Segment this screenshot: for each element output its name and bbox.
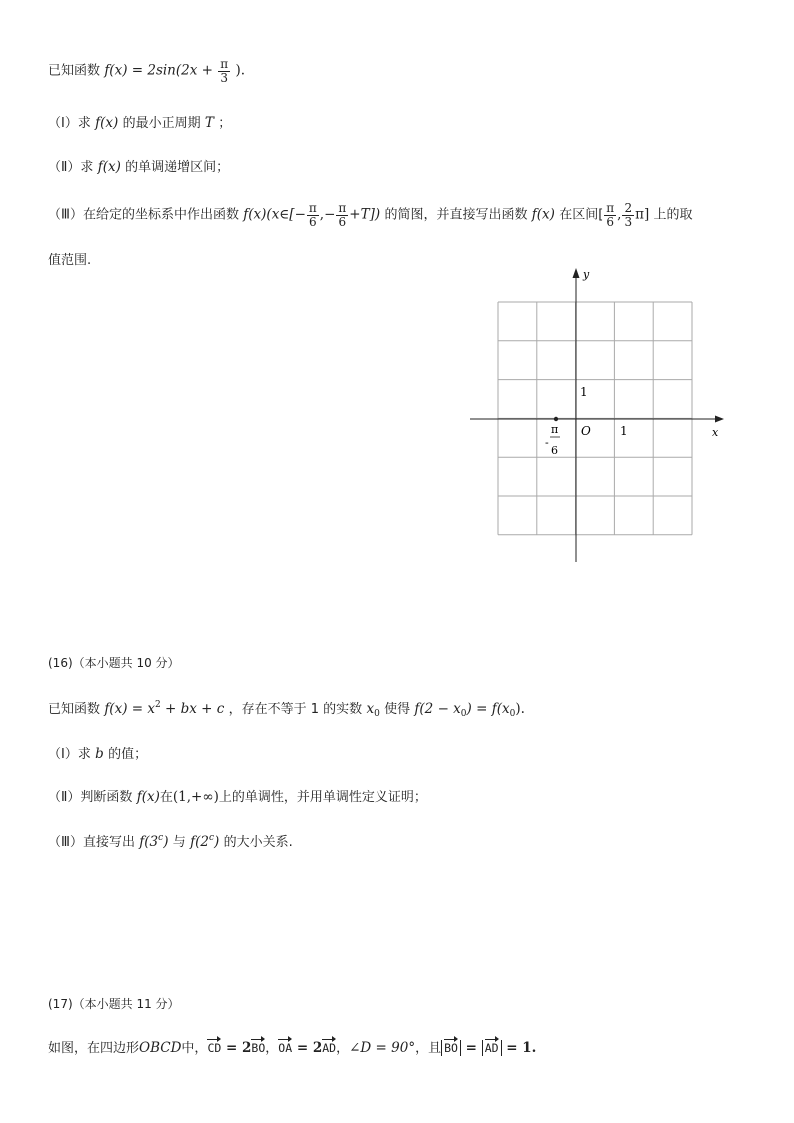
q17-header: (17)（本小题共 11 分） <box>48 997 180 1011</box>
q16-intro: 已知函数 $f(x) = x^2$ + bx + c ，存在不等于 1 的实数 $x_0$ 使得 $f(2 - x_0) = f(x_0)$. <box>48 700 525 719</box>
q15-part1: （Ⅰ）求 f(x) 的最小正周期 T ； <box>48 115 232 131</box>
vector-BO: BO <box>251 1037 265 1055</box>
q16-part3: （Ⅲ）直接写出 f(3$^c$) 与 f(2$^c$) 的大小关系. <box>48 833 293 850</box>
x-axis-label: x <box>712 426 719 439</box>
q16-header: (16)（本小题共 10 分） <box>48 656 180 670</box>
origin-label: O <box>581 424 591 438</box>
vector-OA: OA <box>278 1037 292 1055</box>
y-axis-arrow <box>573 268 580 278</box>
q16-part2: （Ⅱ）判断函数 f(x)在(1,+∞)上的单调性，并用单调性定义证明； <box>48 789 427 805</box>
abs-vector-AD: AD <box>485 1037 499 1055</box>
vector-CD: CD <box>207 1037 221 1055</box>
q15-intro-formula: f(x) = 2sin(2x + <box>104 62 213 79</box>
y-tick-label: 1 <box>580 385 588 399</box>
q15-part3-cont: 值范围. <box>48 253 92 268</box>
neg-label-num: π <box>551 423 559 436</box>
coordinate-grid <box>466 266 730 566</box>
abs-vector-BO: BO <box>444 1037 458 1055</box>
neg-label-den: 6 <box>551 444 558 457</box>
q15-part2: （Ⅱ）求 f(x) 的单调递增区间； <box>48 159 230 175</box>
q17-intro: 如图，在四边形OBCD中，CD = 2BO，OA = 2AD，∠D = 90°，且 BO = AD = 1. <box>48 1037 536 1056</box>
y-axis-label: y <box>583 268 590 281</box>
q15-intro-prefix: 已知函数 <box>48 63 101 79</box>
q15-intro <box>48 58 245 84</box>
q15-intro-suffix: ). <box>235 62 245 79</box>
neg-label-sign: - <box>545 436 549 449</box>
neg-pi-6-point <box>554 417 558 421</box>
x-axis-arrow <box>715 416 724 423</box>
q15-intro-frac: $\frac{\pi}{3}$ <box>220 57 229 85</box>
x-tick-label: 1 <box>620 424 628 438</box>
q15-part3: （Ⅲ）在给定的坐标系中作出函数 f(x)(x∈[− $\frac{\pi}{6}$ ,− $\frac{\pi}{6}$ +T]) 的简图，并直接写出函数 f(x) 在区间[ $\frac{\pi}{6}$ , $\frac{2}{3}$ π] 上的取 <box>48 201 693 229</box>
grid-lines <box>498 302 692 535</box>
vector-AD: AD <box>322 1037 336 1055</box>
q16-part1: （Ⅰ）求 b 的值； <box>48 746 148 762</box>
